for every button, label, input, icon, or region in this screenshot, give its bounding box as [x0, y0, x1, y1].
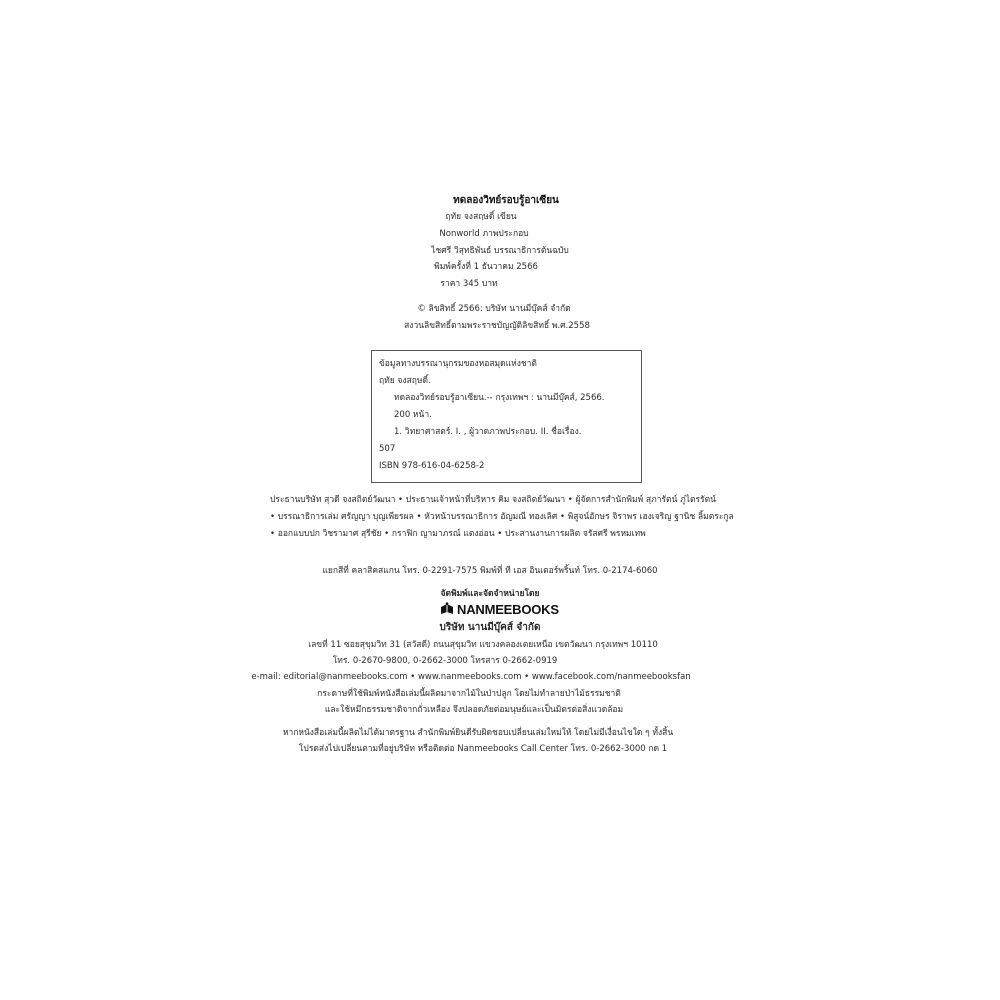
nanmeebooks-logo [440, 601, 559, 617]
cip-heading: ข้อมูลทางบรรณานุกรมของหอสมุดแห่งชาติ [379, 359, 537, 369]
quality-note-1: หากหนังสือเล่มนี้ผลิตไม่ได้มาตรฐาน สำนักพิมพ์ยินดีรับผิดชอบเปลี่ยนเล่มใหม่ให้ โดยไม่มีเงื่อนไขใด ๆ ทั้งสิ้น [282, 728, 674, 738]
cip-isbn: ISBN 978-616-04-6258-2 [379, 461, 485, 471]
cip-classification: 507 [379, 444, 396, 454]
paper-note-2: และใช้หมึกธรรมชาติจากถั่วเหลือง จึงปลอดภัยต่อมนุษย์และเป็นมิตรต่อสิ่งแวดล้อม [324, 705, 624, 715]
company-address: เลขที่ 11 ซอยสุขุมวิท 31 (สวัสดี) ถนนสุขุมวิท แขวงคลองเตยเหนือ เขตวัฒนา กรุงเทพฯ 10110 [308, 640, 658, 650]
logo-wordmark: NANMEEBOOKS [457, 601, 559, 617]
illustrator-credit: Nonworld ภาพประกอบ [439, 229, 529, 239]
staff-line-2: • บรรณาธิการเล่ม ศรัญญา บุญเพียรผล • หัวหน้าบรรณาธิการ อัญมณี ทองเลิศ • พิสูจน์อักษร จิราพร เฮงเจริญ ฐานิช ลิ้มตระกูล [270, 512, 734, 522]
cip-subjects: 1. วิทยาศาสตร์. I. , ผู้วาดภาพประกอบ. II. ชื่อเรื่อง. [394, 427, 582, 437]
book-title: ทดลองวิทย์รอบรู้อาเซียน [453, 195, 559, 206]
cip-data-box [371, 350, 642, 483]
staff-line-3: • ออกแบบปก วิชรามาศ สุรีชัย • กราฟิก ญามาภรณ์ แตงอ่อน • ประสานงานการผลิต จรัสศรี พรหมเทพ [270, 529, 646, 539]
rights-line: สงวนลิขสิทธิ์ตามพระราชบัญญัติลิขสิทธิ์ พ.ศ.2558 [404, 321, 590, 331]
author-credit: ฤทัย จงสฤษดิ์ เขียน [445, 212, 517, 222]
printer-info: แยกสีที่ คลาสิคสแกน โทร. 0-2291-7575 พิมพ์ที่ ที เอส อินเตอร์พริ้นท์ โทร. 0-2174-6060 [322, 566, 658, 576]
price-info: ราคา 345 บาท [440, 279, 498, 289]
paper-note-1: กระดาษที่ใช้พิมพ์หนังสือเล่มนี้ผลิตมาจากไม้ในป่าปลูก โดยไม่ทำลายป่าไม้ธรรมชาติ [317, 689, 621, 699]
cip-pages: 200 หน้า. [394, 410, 432, 420]
edition-info: พิมพ์ครั้งที่ 1 ธันวาคม 2566 [434, 262, 538, 272]
cip-author: ฤทัย จงสฤษดิ์. [379, 376, 431, 386]
company-contact: e-mail: editorial@nanmeebooks.com • www.nanmeebooks.com • www.facebook.com/nanmeebooksfan [251, 672, 691, 682]
cip-title: ทดลองวิทย์รอบรู้อาเซียน.-- กรุงเทพฯ : นานมีบุ๊คส์, 2566. [394, 393, 605, 403]
quality-note-2: โปรดส่งไปเปลี่ยนตามที่อยู่บริษัท หรือติดต่อ Nanmeebooks Call Center โทร. 0-2662-3000 กด 1 [298, 744, 668, 754]
company-phone: โทร. 0-2670-9800, 0-2662-3000 โทรสาร 0-2662-0919 [332, 656, 558, 666]
distributor-heading: จัดพิมพ์และจัดจำหน่ายโดย [440, 589, 540, 599]
company-name: บริษัท นานมีบุ๊คส์ จำกัด [439, 622, 541, 633]
copyright-line: © ลิขสิทธิ์ 2566: บริษัท นานมีบุ๊คส์ จำกัด [417, 304, 571, 314]
nanmee-book-icon [440, 602, 454, 616]
staff-line-1: ประธานบริษัท สุวดี จงสถิตย์วัฒนา • ประธานเจ้าหน้าที่บริหาร คิม จงสถิตย์วัฒนา • ผู้จัดการสำนักพิมพ์ สุภารัตน์ ภู่ไตรรัตน์ [270, 495, 716, 505]
editor-credit: ไชศรี วิสุทธิพันธ์ บรรณาธิการต้นฉบับ [431, 246, 569, 256]
